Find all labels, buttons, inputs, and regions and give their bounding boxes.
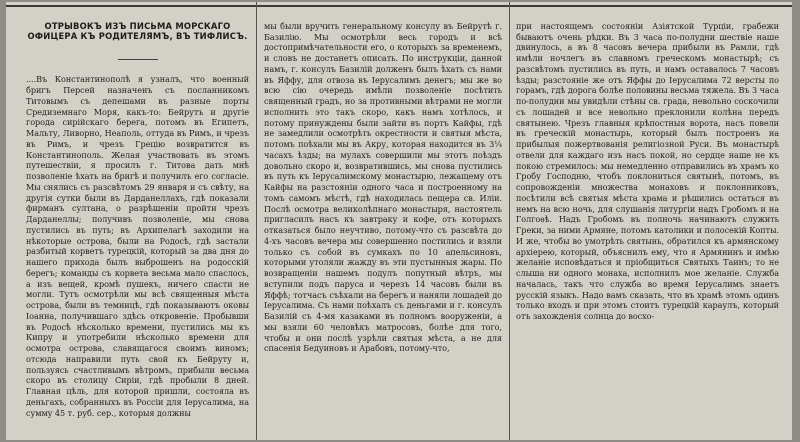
column-1 <box>26 10 249 429</box>
column-2-text: мы были вручить генеральному консулу въ Бейрутѣ г. Базилію. Мы осмотрѣли весь городъ и всѣ достопримѣчательности его, о которыхъ за временемъ, и словъ не достанетъ описать. По инструкціи, данной намъ, г. консулъ Базилій долженъ былъ ѣхать съ нами въ Яффу, для отвоза въ Іерусалимъ денегъ; мы же во всю сію очередь имѣли позволеніе посѣтить священный градъ, но за противными вѣтрами не могли исполнить это такъ скоро, какъ намъ хотѣлось, и потому принуждены были зайти въ портъ Кайфы, гдѣ не замедлили осмотрѣть окрестности и святыя мѣста, потомъ поѣхали мы въ Акру, которая находится въ 3¼ часахъ ѣзды; на мулахъ совершили мы этотъ поѣздъ довольно скоро и, возвратившись, мы снова пустились въ путь къ Іерусалимскому монастырю, лежащему отъ Кайфы на разстояніи одного часа и построенному на томъ самомъ мѣстѣ, гдѣ находилась пещера св. Иліи. Послѣ осмотра великолѣпнаго монастыря, настоятель пригласилъ насъ къ завтраку и кофе, отъ которыхъ отказаться было неучтиво, потому-что съ разсвѣта до 4-хъ часовъ вечера мы совершенно постились и взяли только съ собой въ сумкахъ по 10 апельсиновъ, которыми утоляли жажду въ эти пустынныя жары. По возвращеніи нашемъ подулъ попутный вѣтръ, мы вступили подъ паруса и черезъ 14 часовъ были въ Яффѣ; тотчасъ съѣхали на берегъ и наняли лошадей до Іерусалима. Съ нами поѣхалъ съ деньгами и г. консулъ Базилій съ 4-мя казаками въ полномъ вооруженіи, а мы взяли 60 человѣкъ матросовъ, болѣе для того, чтобы и они послѣ узрѣли святыя мѣста, а не для спасенія Бедуиновъ и Арабовъ, потому-что, <box>264 20 502 354</box>
column-divider-2 <box>509 2 510 440</box>
column-3-text: при настоящемъ состояніи Азіятской Турціи, грабежи бываютъ очень рѣдки. Въ 3 часа по-полудни шествіе наше двинулось, а въ 8 часовъ вечера прибыли въ Рамли, гдѣ имѣли ночлегъ въ славномъ греческомъ монастырѣ; съ разсвѣтомъ пустились въ путь, и намъ оставалось 7 часовъ ѣзды; разстояніе же отъ Яффы до Іерусалима 72 версты по горамъ, гдѣ дорога болѣе половины весьма тяжела. Въ 3 часа по-полудни мы увидѣли стѣны св. града, невольно соскочили съ лошадей и все невольно преклонили колѣна передъ святынею. Чрезъ главныя крѣпостныя ворота, насъ повели въ греческій монастырь, который былъ построенъ на прибылыя пожертвованія религіозной Руси. Въ монастырѣ отвели для каждаго изъ насъ покой, но сердце наше не къ покою стремилось: мы немедленно отправились въ храмъ ко Гробу Господню, чтобъ поклониться святынѣ, потомъ, въ сопровожденіи множества монаховъ и поклонниковъ, посѣтили всѣ святыя мѣста храма и рѣшились остаться въ немъ на всю ночь, для слушанія литургіи надъ Гробомъ и на Голгоѳѣ. Надъ Гробомъ въ полночь начинаютъ служить Греки, за ними Армяне, потомъ католики и полосекій Копты. И же, чтобы во умотрѣть святынь, обратился къ армянскому архіерею, который, объяснилъ ему, что я Армянинъ и имѣю желаніе исповѣдаться и пріобщиться Святыхъ Таинъ; то не слыша ни одного монаха, исполнилъ мое желаніе. Служба началась, такъ что служба во время Іерусалимъ знаетъ русскій языкъ. Надо вамъ сказать, что въ храмѣ этомъ одинъ только входъ и при этомъ стоитъ турецкій караулъ, который отъ захожденія солнца до восхо- <box>516 20 779 321</box>
article-title: ОТРЫВОКЪ ИЗЪ ПИСЬМА МОРСКАГО ОФИЦЕРА КЪ РОДИТЕЛЯМЪ, ВЪ ТИФЛИСЪ. <box>27 20 248 41</box>
title-separator <box>118 59 158 60</box>
column-3 <box>516 10 779 333</box>
top-rule <box>6 5 792 7</box>
column-divider-1 <box>256 2 257 440</box>
newspaper-page <box>6 2 792 440</box>
column-1-text: ....Въ Константинополѣ я узналъ, что военный бригъ Персей назначенъ съ посланникомъ Титовымъ съ депешами въ разные порты Средиземнаго Моря, какъ-то: Бейрутъ и другіе города сирійскаго берега, потомъ въ Египетъ, Мальту, Ливорно, Неаполь, оттуда въ Римъ, и чрезъ въ Римъ, и чрезъ Грецію возвратится въ Константинополь. Желая участвовать въ этомъ путешествіи, я просилъ г. Титова дать мнѣ позволеніе ѣхать на бригѣ и получилъ его согласіе. Мы снялись съ разсвѣтомъ 29 января и съ свѣту, на другія сутки были въ Дарданеллахъ, гдѣ показали фирманъ султана, о разрѣшеніи пройти чрезъ Дарданеллы; получивъ позволеніе, мы снова пустились въ путь; въ Архипелагѣ заходили на нѣкоторые острова, были на Родосѣ, гдѣ застали разбитый корветъ турецкій, который за два дня до нашего прихода былъ выброшенъ на родосскій берегъ; команды съ корвета весьма мало спаслось, а изъ вещей, кромѣ пушекъ, ничего спасти не могли. Тутъ осмотрѣли мы всѣ священныя мѣста острова, были въ темницѣ, гдѣ показываютъ оковы Іоанна, получившаго здѣсь откровеніе. Пробывши въ Родосѣ нѣсколько времени, пустились мы къ Кипру и употребили нѣсколько времени для осмотра острова, славящагося своимъ виномъ; отсюда направили путь свой къ Бейруту и, пользуясь счастливымъ вѣтромъ, прибыли весьма скоро въ столицу Сиріи, гдѣ пробыли 8 дней. Главная цѣль, для которой пришли, состояла въ деньгахъ, собранныхъ въ Россіи для Іерусалима, на сумму 45 т. руб. сер., которыя должны <box>26 74 249 418</box>
column-2 <box>264 10 502 365</box>
